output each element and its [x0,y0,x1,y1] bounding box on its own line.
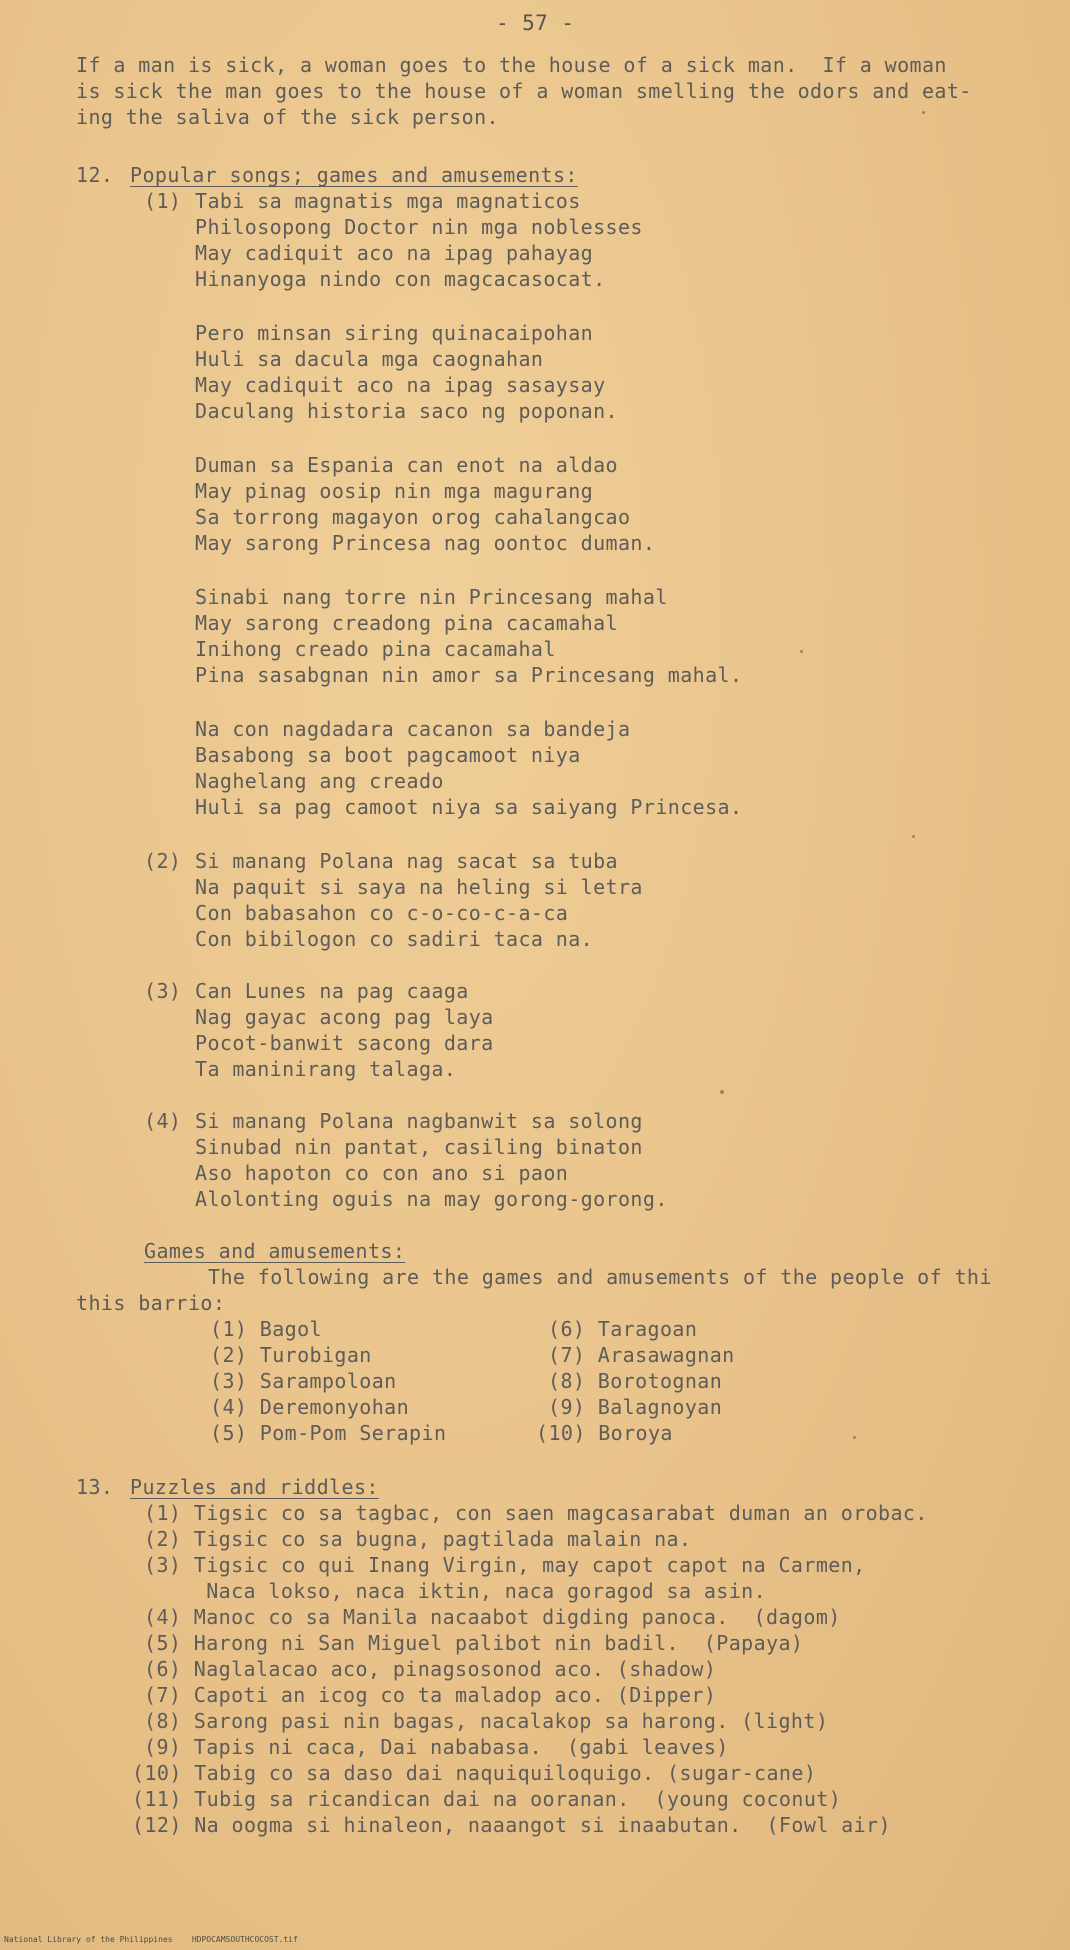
game-item: (1) Bagol [210,1317,322,1341]
verse-line: Sa torrong magayon orog cahalangcao [195,505,631,529]
paper-speck [800,650,803,653]
verse-line: Hinanyoga nindo con magcacasocat. [195,267,606,291]
riddle-item: (4) Manoc co sa Manila nacaabot digding panoca. (dagom) [144,1605,841,1629]
verse-line: Pero minsan siring quinacaipohan [195,321,594,345]
verse-line: Naghelang ang creado [195,769,444,793]
song-number: (1) [144,189,182,213]
verse-line: May cadiquit aco na ipag sasaysay [195,373,606,397]
game-item: (5) Pom-Pom Serapin [210,1421,447,1445]
verse-line: May sarong Princesa nag oontoc duman. [195,531,656,555]
verse-line: Can Lunes na pag caaga [195,979,469,1003]
verse-line: May pinag oosip nin mga magurang [195,479,594,503]
riddle-item: (7) Capoti an icog co ta maladop aco. (Dipper) [144,1683,717,1707]
verse-line: Huli sa dacula mga caognahan [195,347,544,371]
paper-speck [853,1436,856,1439]
verse-line: Si manang Polana nag sacat sa tuba [195,849,618,873]
game-item: (9) Balagnoyan [548,1395,723,1419]
page-number: - 57 - [496,11,575,35]
paper-speck [912,835,915,838]
paper-speck [720,1090,724,1094]
game-item: (7) Arasawagnan [548,1343,735,1367]
verse-line: Ta maninirang talaga. [195,1057,457,1081]
song-number: (4) [144,1109,182,1133]
game-item: (3) Sarampoloan [210,1369,397,1393]
verse-line: Tabi sa magnatis mga magnaticos [195,189,581,213]
game-item: (4) Deremonyohan [210,1395,410,1419]
section-13-heading: Puzzles and riddles: [130,1475,379,1499]
verse-line: Inihong creado pina cacamahal [195,637,556,661]
section-12-heading: Popular songs; games and amusements: [130,163,578,187]
verse-line: Nag gayac acong pag laya [195,1005,494,1029]
riddle-item: (5) Harong ni San Miguel palibot nin badil. (Papaya) [144,1631,804,1655]
riddle-item: (6) Naglalacao aco, pinagsosonod aco. (shadow) [144,1657,717,1681]
games-intro-line: this barrio: [76,1291,226,1315]
verse-line: Aso hapoton co con ano si paon [195,1161,569,1185]
game-item: (10) Boroya [536,1421,673,1445]
verse-line: Sinubad nin pantat, casiling binaton [195,1135,643,1159]
riddle-item: (12) Na oogma si hinaleon, naaangot si inaabutan. (Fowl air) [132,1813,891,1837]
verse-line: Con bibilogon co sadiri taca na. [195,927,594,951]
song-number: (2) [144,849,182,873]
riddle-item: (1) Tigsic co sa tagbac, con saen magcasarabat duman an orobac. [144,1501,928,1525]
intro-line: ing the saliva of the sick person. [76,105,499,129]
verse-line: Sinabi nang torre nin Princesang mahal [195,585,668,609]
games-intro-line: The following are the games and amusements of the people of thi [208,1265,992,1289]
intro-line: If a man is sick, a woman goes to the house of a sick man. If a woman [76,53,947,77]
verse-line: Na con nagdadara cacanon sa bandeja [195,717,631,741]
riddle-item: (11) Tubig sa ricandican dai na ooranan. (young coconut) [132,1787,842,1811]
intro-line: is sick the man goes to the house of a woman smelling the odors and eat- [76,79,972,103]
riddle-item: (9) Tapis ni caca, Dai nababasa. (gabi leaves) [144,1735,729,1759]
verse-line: Pocot-banwit sacong dara [195,1031,494,1055]
song-number: (3) [144,979,182,1003]
verse-line: Pina sasabgnan nin amor sa Princesang mahal. [195,663,743,687]
game-item: (8) Borotognan [548,1369,723,1393]
riddle-item: (8) Sarong pasi nin bagas, nacalakop sa harong. (light) [144,1709,829,1733]
verse-line: Basabong sa boot pagcamoot niya [195,743,581,767]
verse-line: Con babasahon co c-o-co-c-a-ca [195,901,569,925]
verse-line: Daculang historia saco ng poponan. [195,399,618,423]
archive-footer: National Library of the Philippines HDPOCAMSOUTHCOCOST.tif [4,1935,298,1944]
game-item: (6) Taragoan [548,1317,698,1341]
verse-line: Huli sa pag camoot niya sa saiyang Princesa. [195,795,743,819]
verse-line: Si manang Polana nagbanwit sa solong [195,1109,643,1133]
section-13-number: 13. [76,1475,114,1499]
riddle-item: (2) Tigsic co sa bugna, pagtilada malain na. [144,1527,692,1551]
verse-line: Alolonting oguis na may gorong-gorong. [195,1187,668,1211]
section-12-number: 12. [76,163,114,187]
verse-line: Philosopong Doctor nin mga noblesses [195,215,643,239]
riddle-item: (10) Tabig co sa daso dai naquiquiloquigo. (sugar-cane) [132,1761,817,1785]
verse-line: May cadiquit aco na ipag pahayag [195,241,594,265]
verse-line: May sarong creadong pina cacamahal [195,611,618,635]
paper-speck [922,111,925,114]
verse-line: Na paquit si saya na heling si letra [195,875,643,899]
riddle-item: (3) Tigsic co qui Inang Virgin, may capot capot na Carmen, [144,1553,866,1577]
verse-line: Duman sa Espania can enot na aldao [195,453,618,477]
games-heading: Games and amusements: [144,1239,406,1263]
riddle-item: Naca lokso, naca iktin, naca goragod sa asin. [144,1579,767,1603]
game-item: (2) Turobigan [210,1343,372,1367]
